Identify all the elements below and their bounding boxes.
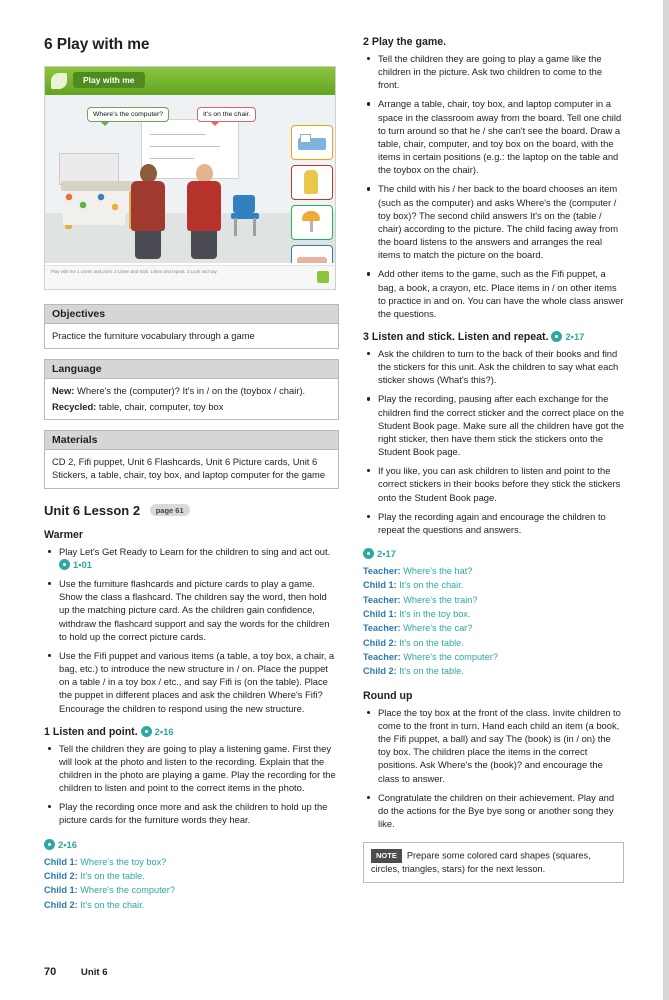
list-item: Play the recording, pausing after each exchange for the children find the correct sticker and the correct place on the Student Book page. Make sure all the children have got the right sticker, then have them stick the stickers onto the Student Book page. [378, 393, 624, 458]
dialogue-row [44, 884, 339, 897]
child-figure [185, 164, 223, 259]
list-item: Use the Fifi puppet and various items (a table, a toy box, a chair, a bag, etc.) to introduce the new structure in / on. Place the puppet on a table / in a toy box / etc., and say Fifi is (on the table). Place the puppet in different places and ask the children Where's Fifi? Encourage the children to respond using the new structure. [57, 649, 339, 715]
section1-dialogue [44, 856, 339, 912]
dialogue-row [44, 856, 339, 869]
dialogue-row [363, 622, 624, 635]
toy-box-patterned [63, 191, 125, 225]
list-item: Tell the children they are going to play a game like the children in the picture. Ask two children to come to the front. [376, 52, 624, 91]
page-footer [44, 966, 108, 978]
list-item: Place the toy box at the front of the class. Invite children to come to the front in turn. Hand each child an item (a book, the Fifi puppet, a ball) and say The (book) is (in / on) the toy box. The children place the items in the correct positions. Ask Where's the (book)? and encourage the class to answer. [376, 706, 624, 785]
audio-track-section3 [551, 331, 584, 342]
leaf-icon [51, 73, 67, 89]
section3-number: 3 [363, 330, 369, 343]
language-new-text: Where's the (computer)? It's in / on the (toybox / chair). [77, 385, 306, 397]
list-item: Arrange a table, chair, toy box, and laptop computer in a space in the classroom away from the board. Tell one child to turn around so that he / she can't see the board. Draw a table, chair, computer, and toy box on the board, with the items in certain positions (e.g.: the laptop on the table and the toybox on the chair). [376, 97, 624, 176]
dialogue-row [363, 608, 624, 621]
section3-track-header [363, 544, 624, 562]
audio-track-label: 1•01 [73, 558, 92, 570]
warmer-heading: Warmer [44, 528, 84, 541]
section1-list [44, 742, 339, 827]
note-tag: NOTE [371, 849, 402, 863]
dialogue-line: Where's the hat? [403, 566, 473, 576]
sticker-card-bed [291, 125, 333, 160]
roundup-heading: Round up [363, 689, 413, 702]
cd-icon [551, 331, 562, 342]
dialogue-line: Where's the computer? [403, 652, 498, 663]
dialogue-speaker: Child 2: [363, 666, 397, 677]
language-recycled-line [52, 400, 331, 413]
materials-heading: Materials [45, 431, 338, 450]
page-title: 6 Play with me [44, 36, 150, 53]
right-column [363, 36, 624, 916]
dialogue-line: It's in the toy box. [399, 609, 471, 620]
dialogue-speaker: Child 1: [44, 885, 78, 896]
materials-box [44, 430, 339, 489]
dialogue-line: It's on the chair. [399, 580, 464, 591]
dialogue-speaker: Child 1: [363, 580, 397, 591]
dialogue-line: It's on the table. [80, 870, 145, 881]
note-text: Prepare some colored card shapes (squares, circles, triangles, stars) for the next lesson. [371, 850, 591, 874]
lesson-heading [44, 503, 339, 518]
dialogue-row [363, 651, 624, 664]
dialogue-row [44, 899, 339, 912]
dialogue-speaker: Child 1: [363, 609, 397, 620]
child-figure [129, 164, 167, 259]
dialogue-speaker: Child 2: [44, 870, 78, 881]
warmer-list [44, 545, 339, 715]
page-edge-shadow [663, 0, 669, 1000]
sticker-card-sofa [291, 245, 333, 263]
page-number: 70 [44, 966, 57, 978]
list-item: Use the furniture flashcards and picture cards to play a game. Show the class a flashcard. The children say the word, then hold up the matching picture card. As the children gain confidence, withdraw the flashcard support and say the words for the children to hold up the correct picture cards. [57, 577, 339, 643]
dialogue-speaker: Child 1: [44, 856, 78, 867]
section2-list [363, 52, 624, 320]
audio-track-label: 2•17 [377, 548, 396, 559]
list-item: Congratulate the children on their achievement. Play and do the actions for the Bye bye song or another song they like. [376, 791, 624, 830]
cd-icon [141, 726, 152, 737]
illustration-header-band [45, 67, 335, 95]
language-recycled-text: table, chair, computer, toy box [98, 400, 224, 412]
dialogue-speaker: Teacher: [363, 566, 401, 576]
speech-bubble-answer: It's on the chair. [197, 107, 256, 122]
page-columns [44, 36, 624, 916]
objectives-heading: Objectives [45, 305, 338, 324]
page-number-badge-icon [317, 271, 329, 283]
audio-track-label: 2•16 [154, 725, 174, 737]
caption-text: Play with me 1 Listen and point. 2 Listen and stick. Listen and repeat. 3 Look and say. [51, 269, 218, 274]
section2-number: 2 [363, 36, 369, 48]
dialogue-row [363, 579, 624, 592]
materials-body: CD 2, Fifi puppet, Unit 6 Flashcards, Unit 6 Picture cards, Unit 6 Stickers, a table, chair, toy box, and laptop computer for the game [52, 456, 326, 481]
audio-track-label: 2•17 [565, 330, 585, 342]
table-top [61, 181, 139, 191]
sticker-card-lamp [291, 205, 333, 240]
dialogue-speaker: Teacher: [363, 594, 401, 605]
section1-title: Listen and point. [52, 725, 138, 738]
dialogue-row [363, 565, 624, 578]
lesson-illustration [44, 66, 336, 290]
dialogue-line: Where's the car? [403, 623, 473, 634]
lesson-page-chip: page 61 [150, 504, 190, 516]
list-item: If you like, you can ask children to listen and point to the correct stickers in their books before they stick the stickers onto the Student Book page. [376, 464, 624, 503]
audio-track-warmer [59, 558, 92, 571]
sticker-card-strip [291, 125, 331, 263]
language-new-label: New: [52, 385, 75, 397]
sticker-card-giraffe [291, 165, 333, 200]
section3-title: Listen and stick. Listen and repeat. [371, 330, 549, 343]
chair [231, 195, 259, 235]
section2-title: Play the game. [371, 36, 447, 48]
dialogue-row [363, 637, 624, 650]
audio-track-section3-script [363, 548, 396, 559]
language-box [44, 359, 339, 420]
language-recycled-label: Recycled: [52, 400, 97, 412]
dialogue-line: Where's the train? [403, 594, 478, 605]
footer-unit-label: Unit 6 [80, 967, 108, 978]
dialogue-line: Where's the computer? [80, 885, 175, 896]
dialogue-speaker: Child 2: [363, 637, 397, 648]
dialogue-row [363, 665, 624, 678]
section1-track-header [44, 835, 339, 853]
classroom-photo [45, 95, 335, 263]
cd-icon [44, 839, 55, 850]
section3-list [363, 347, 624, 536]
audio-track-section1-script [44, 839, 77, 850]
section1-number: 1 [44, 725, 50, 738]
audio-track-label: 2•16 [58, 838, 77, 850]
section3-dialogue [363, 565, 624, 679]
dialogue-line: It's on the table. [399, 637, 464, 648]
list-item: The child with his / her back to the board chooses an item (such as the computer) and asks Where's the (computer / toy box)? The second child answers It's on the (table / chair) according to the picture. The child facing away from the board listens to the answers and arranges the real items to match the picture on the board. [376, 182, 624, 261]
dialogue-line: It's on the table. [399, 666, 464, 677]
illustration-tab-label: Play with me [73, 72, 145, 88]
language-new-line [52, 384, 331, 397]
left-column [44, 36, 339, 916]
language-body [45, 379, 338, 419]
list-item: Ask the children to turn to the back of their books and find the stickers for this unit. Ask the children to say what each sticker shows (What's this?). [376, 347, 624, 386]
list-item [57, 545, 339, 571]
section2-heading [363, 36, 624, 48]
audio-track-section1 [141, 726, 174, 737]
list-item: Add other items to the game, such as the Fifi puppet, a bag, a book, a crayon, etc. Place items in / on other items to practice in and on. You can have the whole class answer the questions. [378, 268, 624, 319]
objectives-box [44, 304, 339, 349]
dialogue-speaker: Child 2: [44, 899, 78, 910]
objectives-body: Practice the furniture vocabulary through a game [52, 330, 255, 341]
warmer-item-text: Play Let's Get Ready to Learn for the children to sing and act out. [59, 545, 331, 557]
dialogue-speaker: Teacher: [363, 623, 401, 634]
dialogue-row [44, 870, 339, 883]
section1-heading [44, 726, 339, 738]
dialogue-row [363, 594, 624, 607]
speech-bubble-question: Where's the computer? [87, 107, 169, 122]
roundup-list [363, 706, 624, 830]
cd-icon [59, 559, 70, 570]
lesson-title-text: Unit 6 Lesson 2 [44, 502, 141, 518]
list-item: Play the recording once more and ask the children to hold up the picture cards for the furniture words they hear. [57, 800, 339, 826]
cd-icon [363, 548, 374, 559]
section3-heading [363, 331, 624, 343]
note-box [363, 842, 624, 883]
list-item: Play the recording again and encourage the children to repeat the questions and answers. [376, 510, 624, 536]
dialogue-line: It's on the chair. [80, 899, 145, 910]
illustration-caption [45, 265, 335, 289]
list-item: Tell the children they are going to play a listening game. First they will look at the photo and listen to the recording. Explain that the children in the photo are playing a game. Play the recording for the children to listen and point to the correct items in the photo. [57, 742, 339, 795]
language-heading: Language [45, 360, 338, 379]
dialogue-speaker: Teacher: [363, 652, 401, 663]
dialogue-line: Where's the toy box? [80, 856, 167, 867]
